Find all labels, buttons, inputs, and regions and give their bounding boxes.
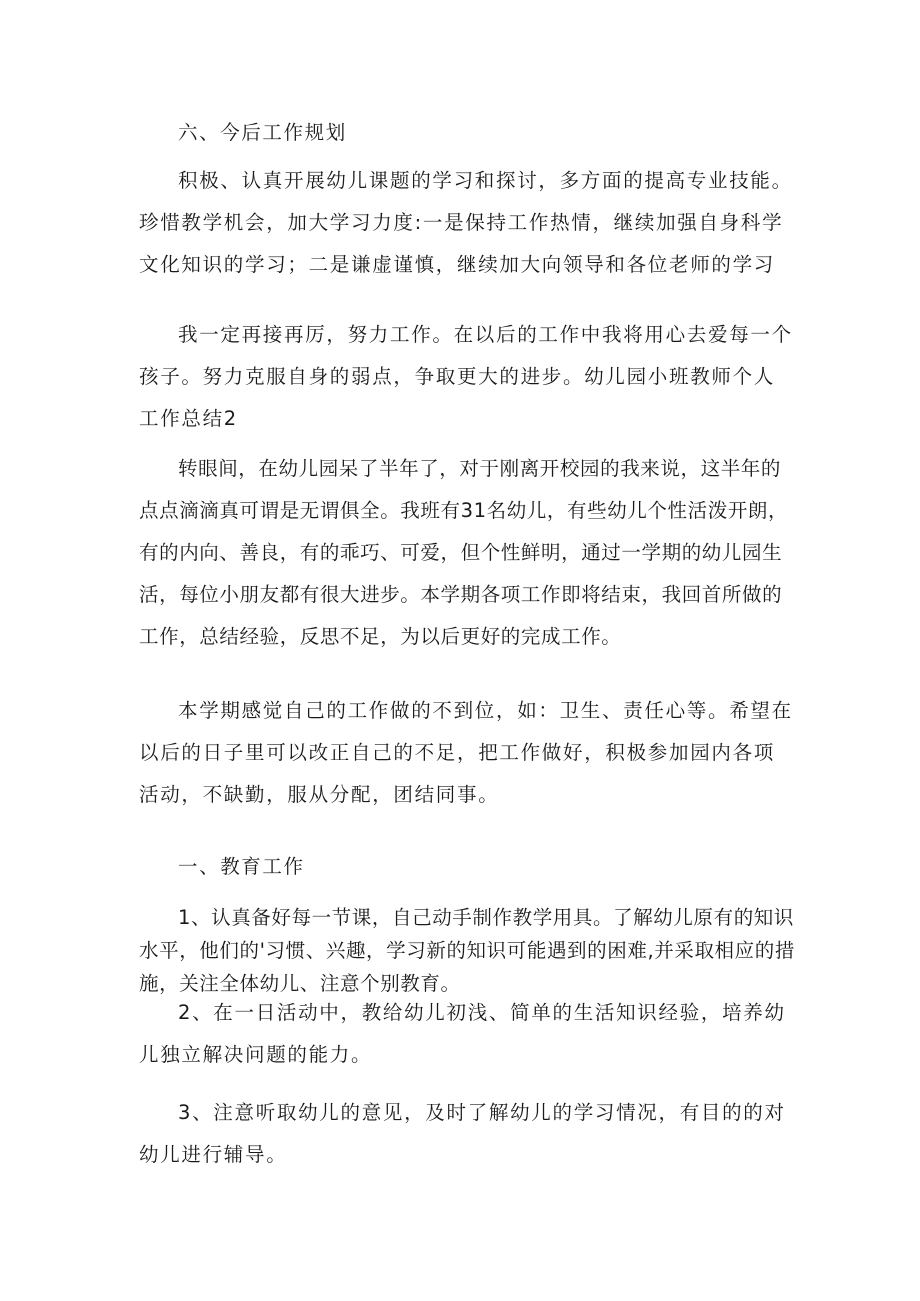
paragraph-plan: 积极、认真开展幼儿课题的学习和探讨，多方面的提高专业技能。珍惜教学机会，加大学习力度:一是保持工作热情，继续加强自身科学文化知识的学习；二是谦虚谨慎，继续加大向领导和各位老师的学习 [139,169,793,276]
list-item-2: 2、在一日活动中，教给幼儿初浅、简单的生活知识经验，培养幼儿独立解决问题的能力。 [139,1001,786,1066]
section-heading-education: 一、教育工作 [178,855,305,878]
paragraph-effort: 我一定再接再厉，努力工作。在以后的工作中我将用心去爱每一个孩子。努力克服自身的弱点，争取更大的进步。幼儿园小班教师个人工作总结2 [139,323,793,430]
section-heading-future-plan: 六、今后工作规划 [178,121,347,144]
list-item-1: 1、认真备好每一节课，自己动手制作教学用具。了解幼儿原有的知识水平，他们的'习惯、兴趣，学习新的知识可能遇到的困难,并采取相应的措施，关注全体幼儿、注意个别教育。 [139,906,795,995]
paragraph-reflection: 本学期感觉自己的工作做的不到位，如：卫生、责任心等。希望在以后的日子里可以改正自己的不足，把工作做好，积极参加园内各项活动，不缺勤，服从分配，团结同事。 [139,699,793,806]
list-item-3: 3、注意听取幼儿的意见，及时了解幼儿的学习情况，有目的的对幼儿进行辅导。 [139,1101,786,1166]
paragraph-intro: 转眼间，在幼儿园呆了半年了，对于刚离开校园的我来说，这半年的点点滴滴真可谓是无谓俱全。我班有31名幼儿，有些幼儿个性活泼开朗，有的内向、善良，有的乖巧、可爱，但个性鲜明，通过一学期的幼儿园生活，每位小朋友都有很大进步。本学期各项工作即将结束，我回首所做的工作，总结经验，反思不足，为以后更好的完成工作。 [139,457,789,648]
